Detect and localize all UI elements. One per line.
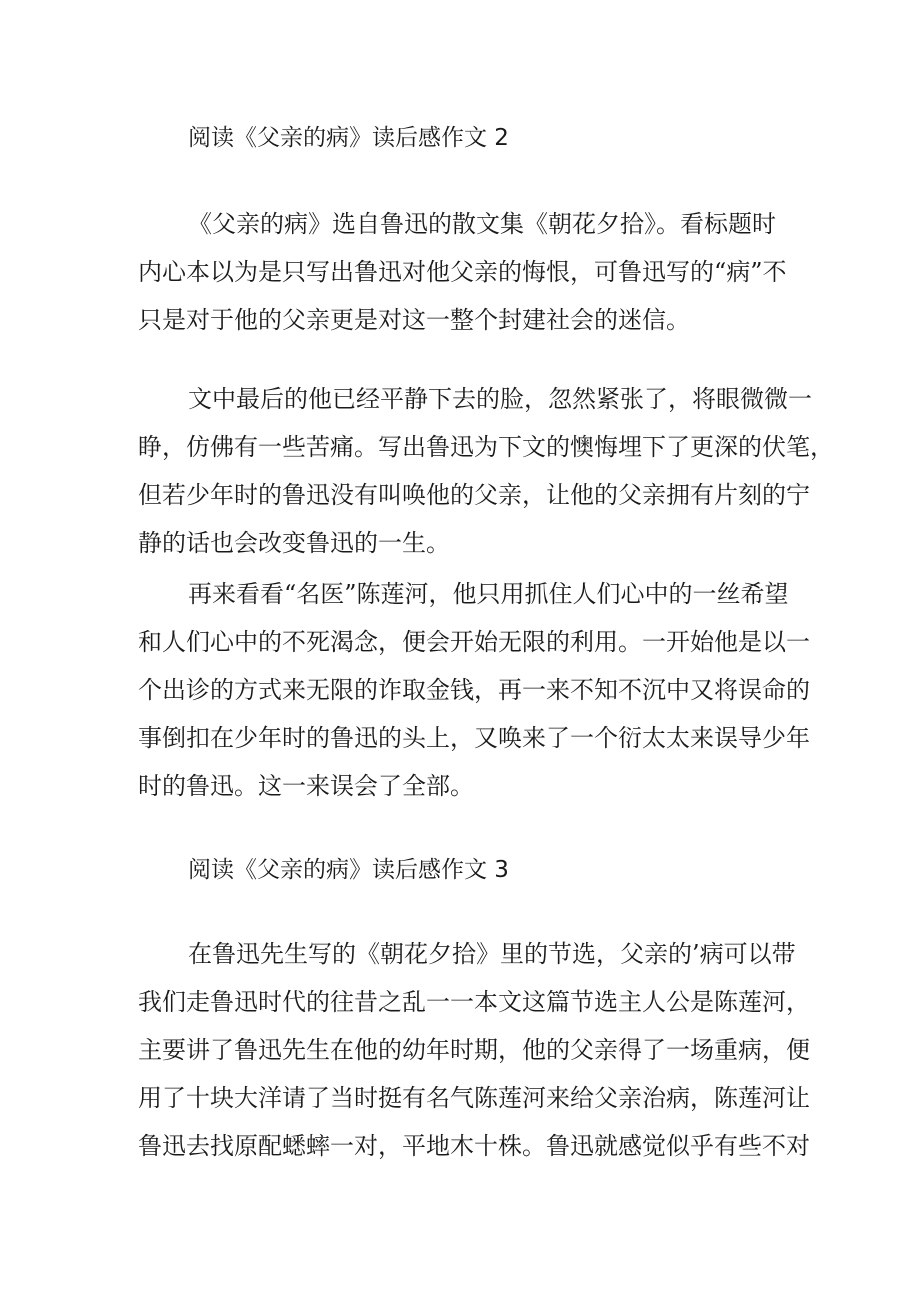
paragraph-1 (138, 200, 788, 344)
paragraph-line: 个出诊的方式来无限的诈取金钱，再一来不知不沉中又将误命的 (138, 676, 810, 704)
paragraph-line: 在鲁迅先生写的《朝花夕拾》里的节选，父亲的’病可以带 (188, 940, 796, 968)
paragraph-3 (138, 570, 810, 810)
paragraph-line: 内心本以为是只写出鲁迅对他父亲的悔恨，可鲁迅写的“病”不 (138, 258, 787, 286)
paragraph-line: 用了十块大洋请了当时挺有名气陈莲河来给父亲治病，陈莲河让 (138, 1084, 810, 1112)
paragraph-line: 文中最后的他已经平静下去的脸，忽然紧张了，将眼微微一 (188, 385, 812, 413)
paragraph-line: 主要讲了鲁迅先生在他的幼年时期，他的父亲得了一场重病，便 (138, 1036, 810, 1064)
paragraph-line: 和人们心中的不死渴念，便会开始无限的利用。一开始他是以一 (138, 628, 810, 656)
paragraph-line: 睁，仿佛有一些苦痛。写出鲁迅为下文的懊悔埋下了更深的伏笔， (138, 433, 834, 461)
paragraph-line: 我们走鲁迅时代的往昔之乱一一本文这篇节选主人公是陈莲河， (138, 988, 810, 1016)
paragraph-line: 再来看看“名医”陈莲河，他只用抓住人们心中的一丝希望 (188, 580, 789, 608)
essay-heading-2: 阅读《父亲的病》读后感作文 2 (188, 125, 509, 151)
paragraph-line: 静的话也会改变鲁迅的一生。 (138, 529, 450, 557)
paragraph-line: 事倒扣在少年时的鲁迅的头上，又唤来了一个衍太太来误导少年 (138, 724, 810, 752)
paragraph-4 (138, 930, 810, 1170)
paragraph-line: 《父亲的病》选自鲁迅的散文集《朝花夕拾》。看标题时 (188, 210, 776, 238)
paragraph-2 (138, 375, 834, 567)
essay-heading-3: 阅读《父亲的病》读后感作文 3 (188, 857, 509, 883)
paragraph-line: 时的鲁迅。这一来误会了全部。 (138, 772, 474, 800)
paragraph-line: 但若少年时的鲁迅没有叫唤他的父亲，让他的父亲拥有片刻的宁 (138, 481, 810, 509)
paragraph-line: 只是对于他的父亲更是对这一整个封建社会的迷信。 (138, 306, 690, 334)
paragraph-line: 鲁迅去找原配蟋蟀一对，平地木十株。鲁迅就感觉似乎有些不对 (138, 1132, 810, 1160)
